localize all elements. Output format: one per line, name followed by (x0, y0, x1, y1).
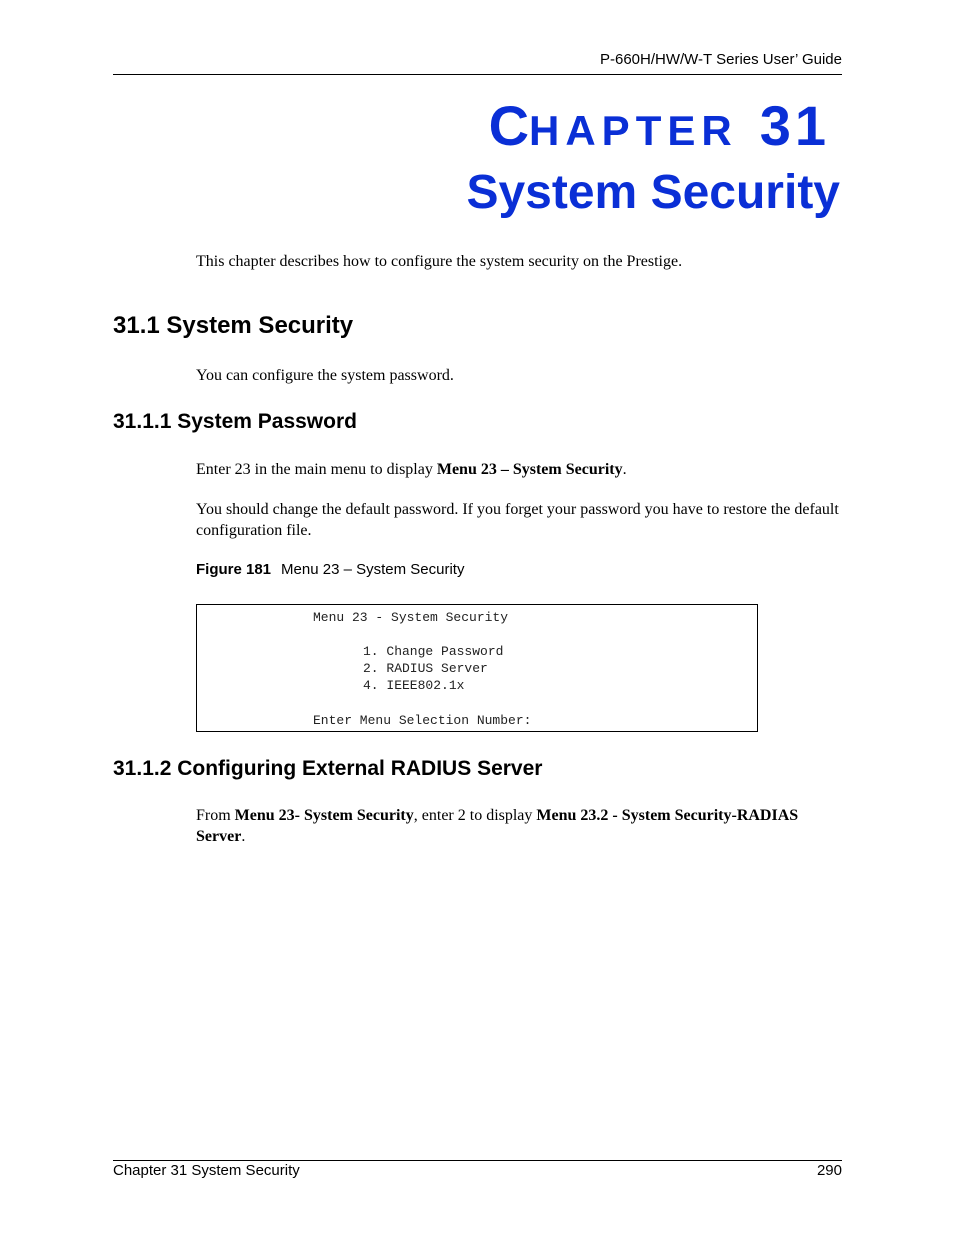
section-31-1-1-paragraph-1 (196, 459, 846, 480)
section-heading-31-1-1: 31.1.1 System Password (113, 410, 357, 433)
text-run: Enter 23 in the main menu to display (196, 461, 437, 478)
section-31-1-text: You can configure the system password. (196, 367, 454, 384)
intro-paragraph: This chapter describes how to configure the system security on the Prestige. (196, 253, 683, 270)
menu-selection-prompt: Enter Menu Selection Number: (313, 713, 532, 728)
bold-menu-reference: Menu 23- System Security (234, 807, 414, 824)
text-run: From (196, 807, 235, 824)
section-31-1-2-paragraph (196, 805, 846, 847)
figure-caption-text: Menu 23 – System Security (281, 561, 465, 578)
menu-option-change-password: 1. Change Password (363, 644, 504, 659)
text-run: . (622, 461, 627, 478)
menu-option-ieee8021x: 4. IEEE802.1x (363, 678, 465, 693)
footer-divider (113, 1160, 842, 1161)
figure-label: Figure 181 (196, 561, 272, 578)
header-divider (113, 74, 842, 75)
bold-menu-reference: Menu 23.2 - System Security-RADIAS Server (196, 807, 799, 845)
section-heading-31-1-2: 31.1.2 Configuring External RADIUS Server (113, 757, 543, 780)
section-31-1-1-paragraph-2: You should change the default password. If you forget your password you have to restore the default configuration file. (196, 501, 839, 539)
section-heading-31-1: 31.1 System Security (113, 312, 354, 339)
chapter-label (488, 94, 830, 157)
figure-caption (196, 561, 464, 578)
text-run: , enter 2 to display (413, 807, 537, 824)
menu-screen-title: Menu 23 - System Security (313, 610, 509, 625)
chapter-number: 31 (759, 94, 830, 157)
menu-screen-figure (196, 604, 758, 732)
running-header: P-660H/HW/W-T Series User’ Guide (599, 51, 842, 68)
chapter-label-rest: HAPTER (529, 107, 738, 154)
footer-chapter-title: Chapter 31 System Security (113, 1162, 300, 1179)
chapter-title: System Security (466, 166, 840, 219)
text-run: . (241, 828, 246, 845)
page-number: 290 (816, 1162, 842, 1179)
chapter-label-initial: C (488, 94, 530, 157)
bold-menu-reference: Menu 23 – System Security (436, 461, 623, 478)
menu-option-radius-server: 2. RADIUS Server (363, 661, 488, 676)
